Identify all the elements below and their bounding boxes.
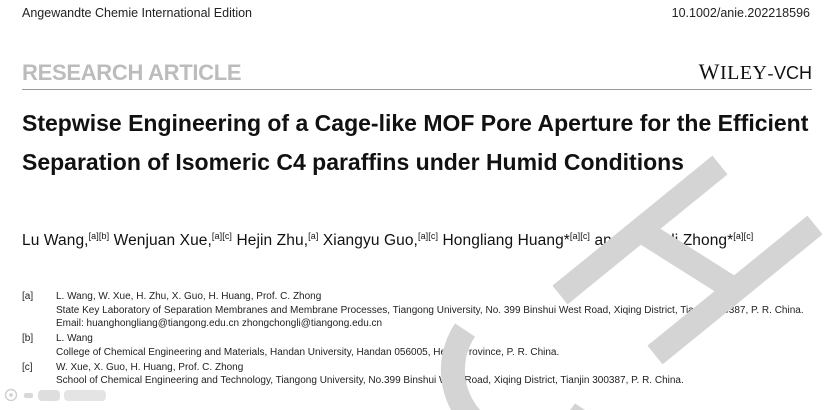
author-name: Hejin Zhu, xyxy=(236,232,309,249)
publisher-logo-initial: W xyxy=(698,59,720,84)
author xyxy=(443,232,591,249)
author-affiliation-marker: [a] xyxy=(308,230,319,241)
affiliation-body xyxy=(56,361,812,388)
publisher-logo xyxy=(699,59,812,85)
author-name: Lu Wang, xyxy=(22,232,89,249)
publisher-logo-rest: ILEY xyxy=(719,62,768,84)
author-affiliation-marker: [a][c] xyxy=(733,230,754,241)
author xyxy=(594,232,753,249)
author-affiliation-marker: [a][c] xyxy=(569,230,591,241)
author-name: and Chongli Zhong* xyxy=(594,232,734,249)
journal-name: Angewandte Chemie International Edition xyxy=(22,6,253,20)
affiliation-line: College of Chemical Engineering and Materials, Handan University, Handan 056005, Hebei Province, P. R. China. xyxy=(56,346,560,358)
author-name: Hongliang Huang* xyxy=(442,232,570,249)
affiliation-list xyxy=(22,290,812,389)
affiliation-line: School of Chemical Engineering and Technology, Tiangong University, No.399 Binshui West Road, Xiqing District, Tianjin 300387, P. R. China. xyxy=(56,375,684,386)
article-title: Stepwise Engineering of a Cage-like MOF Pore Aperture for the Efficient Separation of Isomeric C4 paraffins under Humid Conditions xyxy=(22,110,809,175)
affiliation-line: L. Wang xyxy=(56,333,93,344)
affiliation xyxy=(22,332,812,359)
author xyxy=(114,232,232,249)
header-rule xyxy=(22,89,812,90)
affiliation-label: [c] xyxy=(22,361,33,373)
affiliation-line: State Key Laboratory of Separation Membranes and Membrane Processes, Tiangong University, No. 399 Binshui West Road, Xiqing District, Tianjin 300387, P. R. China. xyxy=(56,304,804,316)
author-name: Wenjuan Xue, xyxy=(113,232,212,249)
author xyxy=(323,232,438,249)
publisher-logo-dash: - xyxy=(767,63,774,83)
author xyxy=(236,232,318,249)
affiliation-line: W. Xue, X. Guo, H. Huang, Prof. C. Zhong xyxy=(56,361,244,373)
affiliation-body xyxy=(56,332,812,359)
affiliation-label: [b] xyxy=(22,333,34,344)
section-label: RESEARCH ARTICLE xyxy=(22,60,242,85)
affiliation-line: Email: huanghongliang@tiangong.edu.cn zhongchongli@tiangong.edu.cn xyxy=(56,318,383,329)
doi: 10.1002/anie.202218596 xyxy=(671,6,810,20)
affiliation-label: [a] xyxy=(22,291,34,302)
publisher-logo-vch: VCH xyxy=(773,63,812,83)
affiliation-line: L. Wang, W. Xue, H. Zhu, X. Guo, H. Huang, Prof. C. Zhong xyxy=(56,291,322,302)
author-affiliation-marker: [a][c] xyxy=(211,230,233,241)
author-list xyxy=(22,229,802,253)
affiliation xyxy=(22,361,812,388)
affiliation-body xyxy=(56,290,812,331)
author-affiliation-marker: [a][c] xyxy=(417,230,439,241)
author-name: Xiangyu Guo, xyxy=(322,232,418,249)
affiliation xyxy=(22,290,812,331)
author xyxy=(22,232,109,249)
author-affiliation-marker: [a][b] xyxy=(88,230,110,241)
